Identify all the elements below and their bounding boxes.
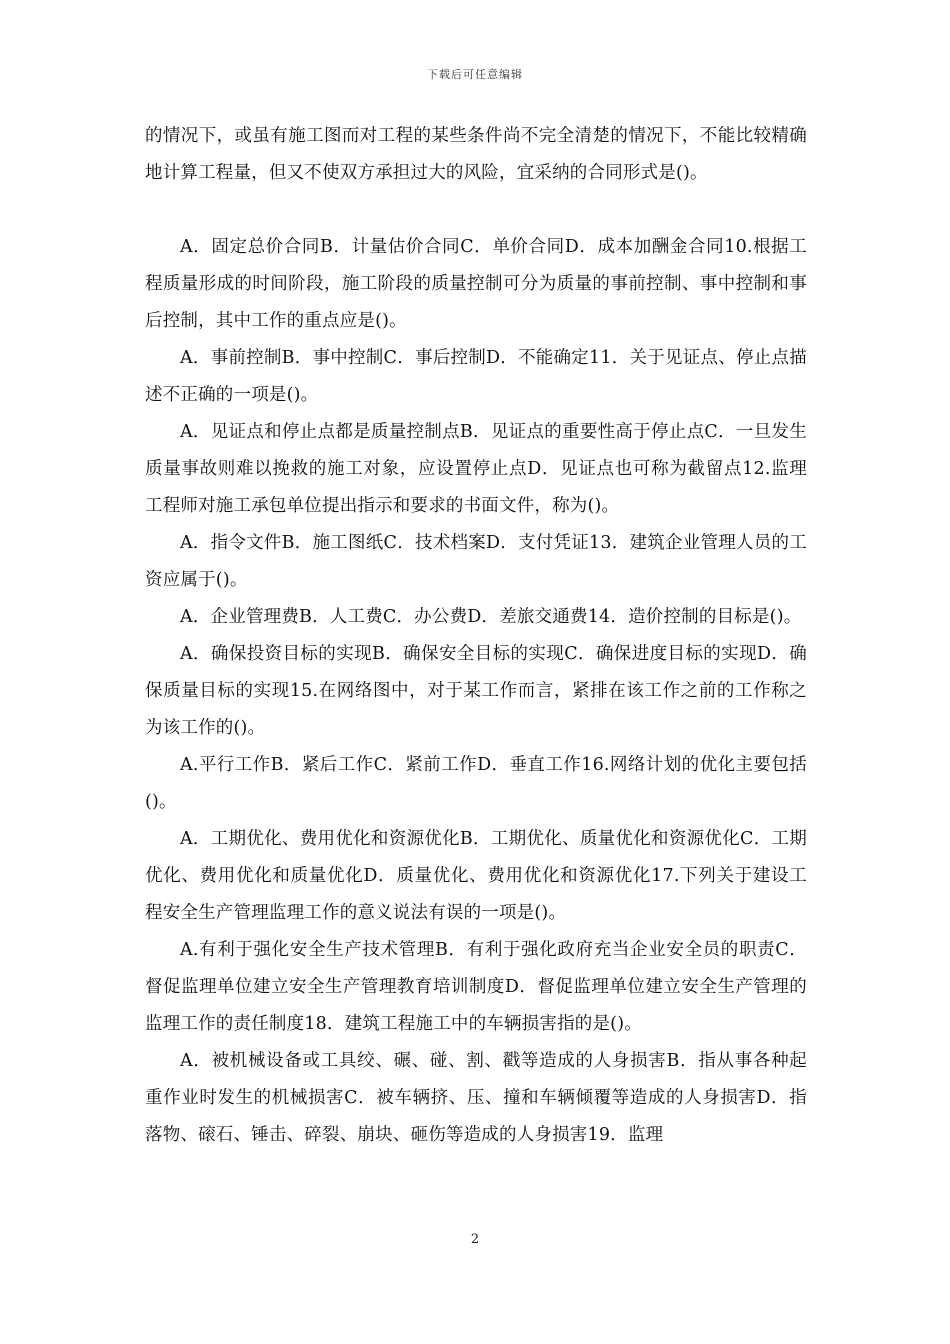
paragraph-6: A．企业管理费B．人工费C．办公费D．差旅交通费14．造价控制的目标是()。 — [180, 607, 802, 627]
paragraph-1: 的情况下，或虽有施工图而对工程的某些条件尚不完全清楚的情况下，不能比较精确地计算工程量，但又不使双方承担过大的风险，宜采纳的合同形式是()。 — [145, 126, 807, 183]
paragraph-2: A．固定总价合同B．计量估价合同C．单价合同D．成本加酬金合同10.根据工程质量形成的时间阶段，施工阶段的质量控制可分为质量的事前控制、事中控制和事后控制，其中工作的重点应是()。 — [145, 237, 807, 331]
paragraph-5: A．指令文件B．施工图纸C．技术档案D．支付凭证13．建筑企业管理人员的工资应属于()。 — [145, 533, 807, 590]
page-number: 2 — [470, 1232, 480, 1247]
paragraph-7: A．确保投资目标的实现B．确保安全目标的实现C．确保进度目标的实现D．确保质量目标的实现15.在网络图中，对于某工作而言，紧排在该工作之前的工作称之为该工作的()。 — [145, 644, 807, 738]
paragraph-4: A．见证点和停止点都是质量控制点B．见证点的重要性高于停止点C．一旦发生质量事故则难以挽救的施工对象，应设置停止点D．见证点也可称为截留点12.监理工程师对施工承包单位提出指示和要求的书面文件，称为()。 — [145, 422, 807, 516]
paragraph-3: A．事前控制B．事中控制C．事后控制D．不能确定11．关于见证点、停止点描述不正确的一项是()。 — [145, 348, 807, 405]
paragraph-11: A．被机械设备或工具绞、碾、碰、割、戳等造成的人身损害B．指从事各种起重作业时发生的机械损害C．被车辆挤、压、撞和车辆倾覆等造成的人身损害D．指落物、磙石、锤击、碎裂、崩块、砸伤等造成的人身损害19．监理 — [145, 1051, 807, 1145]
paragraph-10: A.有利于强化安全生产技术管理B．有利于强化政府充当企业安全员的职责C．督促监理单位建立安全生产管理教育培训制度D．督促监理单位建立安全生产管理的监理工作的责任制度18．建筑工程施工中的车辆损害指的是()。 — [145, 940, 807, 1034]
paragraph-9: A．工期优化、费用优化和资源优化B．工期优化、质量优化和资源优化C．工期优化、费用优化和质量优化D．质量优化、费用优化和资源优化17.下列关于建设工程安全生产管理监理工作的意义说法有误的一项是()。 — [145, 829, 807, 923]
paragraph-8: A.平行工作B．紧后工作C．紧前工作D．垂直工作16.网络计划的优化主要包括()。 — [145, 755, 807, 812]
page-header: 下载后可任意编辑 — [427, 68, 523, 81]
paragraph-gap — [145, 192, 807, 229]
document-body — [145, 118, 807, 1154]
